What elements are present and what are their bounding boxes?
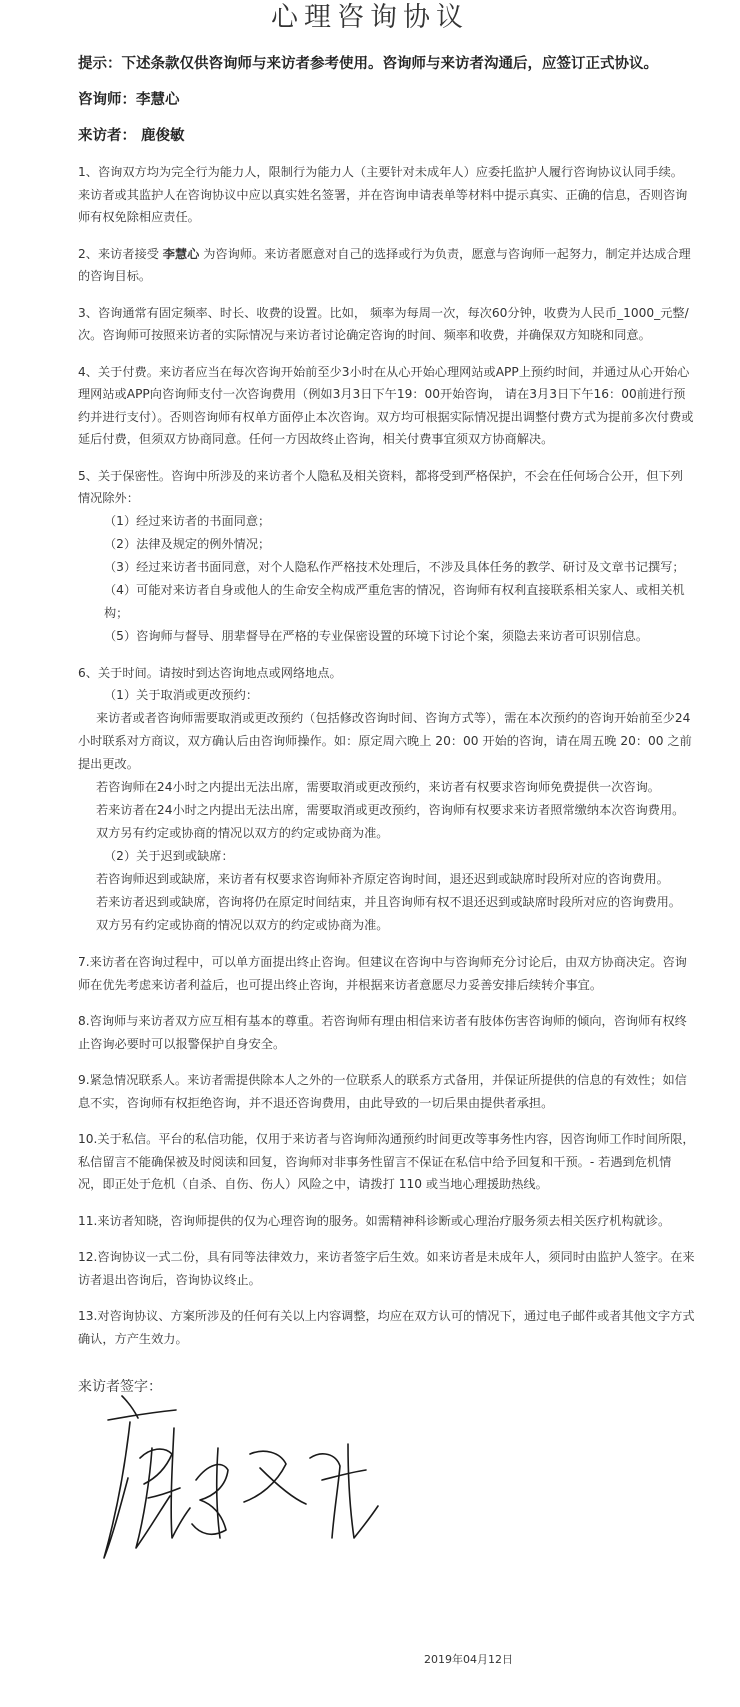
clause-6-sub-1-para-3: 若来访者在24小时之内提出无法出席，需要取消或更改预约，咨询师有权要求来访者照常缴纳本次咨询费用。 <box>96 803 685 817</box>
clause-6-sub-1-para-4: 双方另有约定或协商的情况以双方的约定或协商为准。 <box>96 826 389 840</box>
clause-10: 10.关于私信。平台的私信功能，仅用于来访者与咨询师沟通预约时间更改等事务性内容，因咨询师工作时间所限，私信留言不能确保被及时阅读和回复，咨询师对非事务性留言不保证在私信中给予回复和干预。- 若遇到危机情况，即正处于危机（自杀、自伤、伤人）风险之中，请拨打 110 或当地心理援助热线。 <box>78 1132 695 1191</box>
page-title: 心理咨询协议 <box>271 2 469 33</box>
signature-label: 来访者签字： <box>78 1379 162 1395</box>
clause-2-counselor-name: 李慧心 <box>162 246 200 261</box>
clause-6-sub-1: （1）关于取消或更改预约： <box>104 688 259 702</box>
clause-11: 11.来访者知晓，咨询师提供的仅为心理咨询的服务。如需精神科诊断或心理治疗服务须去相关医疗机构就诊。 <box>78 1213 671 1228</box>
client-line: 来访者： 鹿俊敏 <box>78 128 185 144</box>
signature-date: 2019年04月12日 <box>424 1653 513 1666</box>
clause-6-sub-2-para-2: 若来访者迟到或缺席，咨询将仍在原定时间结束，并且咨询师有权不退还迟到或缺席时段所对应的咨询费用。 <box>96 895 681 909</box>
clause-6-sub-2-para-1: 若咨询师迟到或缺席，来访者有权要求咨询师补齐原定咨询时间，退还迟到或缺席时段所对应的咨询费用。 <box>96 872 669 886</box>
clause-6-sub-2: （2）关于迟到或缺席： <box>104 849 234 863</box>
clause-5-item-3: （3）经过来访者书面同意，对个人隐私作严格技术处理后，不涉及具体任务的教学、研讨及文章书记撰写； <box>104 559 685 574</box>
clause-6-sub-1-para-1: 来访者或者咨询师需要取消或更改预约（包括修改咨询时间、咨询方式等），需在本次预约的咨询开始前至少24小时联系对方商议，双方确认后由咨询师操作。如：原定周六晚上 20：00 开始的咨询，请在周五晚 20：00 之前提出更改。 <box>78 711 692 771</box>
clause-2 <box>78 243 695 288</box>
clause-7: 7.来访者在咨询过程中，可以单方面提出终止咨询。但建议在咨询中与咨询师充分讨论后，由双方协商决定。咨询师在优先考虑来访者利益后，也可提出终止咨询，并根据来访者意愿尽力妥善安排后续转介事宜。 <box>78 955 687 992</box>
clause-1: 1、咨询双方均为完全行为能力人，限制行为能力人（主要针对未成年人）应委托监护人履行咨询协议认同手续。来访者或其监护人在咨询协议中应以真实姓名签署，并在咨询申请表单等材料中提示真实、正确的信息，否则咨询师有权免除相应责任。 <box>78 165 688 224</box>
clause-2-pre: 2、来访者接受 <box>78 246 163 261</box>
clause-8: 8.咨询师与来访者双方应互相有基本的尊重。若咨询师有理由相信来访者有肢体伤害咨询师的倾向，咨询师有权终止咨询必要时可以报警保护自身安全。 <box>78 1014 687 1051</box>
clause-5-item-2: （2）法律及规定的例外情况； <box>104 536 271 551</box>
clause-9: 9.紧急情况联系人。来访者需提供除本人之外的一位联系人的联系方式备用，并保证所提供的信息的有效性；如信息不实，咨询师有权拒绝咨询，并不退还咨询费用，由此导致的一切后果由提供者承担。 <box>78 1073 687 1110</box>
clause-5: 5、关于保密性。咨询中所涉及的来访者个人隐私及相关资料，都将受到严格保护，不会在任何场合公开，但下列情况除外： <box>78 468 683 505</box>
clause-4: 4、关于付费。来访者应当在每次咨询开始前至少3小时在从心开始心理网站或APP上预约时间，并通过从心开始心理网站或APP向咨询师支付一次咨询费用（例如3月3日下午19：00开始咨询， 请在3月3日下午16：00前进行预约并进行支付）。否则咨询师有权单方面停止本次咨询。双方均可根据实际情况提出调整付费方式为提前多次付费或延后付费，但须双方协商同意。任何一方因故终止咨询，相关付费事宜须双方协商解决。 <box>78 364 694 446</box>
clause-6: 6、关于时间。请按时到达咨询地点或网络地点。 <box>78 665 342 680</box>
counselor-line: 咨询师：李慧心 <box>78 92 180 108</box>
handwritten-signature <box>100 1388 400 1608</box>
clause-5-item-1: （1）经过来访者的书面同意； <box>104 513 271 528</box>
clause-5-item-4: （4）可能对来访者自身或他人的生命安全构成严重危害的情况，咨询师有权利直接联系相关家人、或相关机构； <box>104 582 685 620</box>
clause-2-post: 为咨询师。来访者愿意对自己的选择或行为负责，愿意与咨询师一起努力，制定并达成合理的咨询目标。 <box>78 246 691 283</box>
clause-6-sub-2-para-3: 双方另有约定或协商的情况以双方的约定或协商为准。 <box>96 918 389 932</box>
notice-text: 提示：下述条款仅供咨询师与来访者参考使用。咨询师与来访者沟通后，应签订正式协议。 <box>78 56 658 72</box>
clause-6-sub-1-para-2: 若咨询师在24小时之内提出无法出席，需要取消或更改预约，来访者有权要求咨询师免费提供一次咨询。 <box>96 780 660 794</box>
clause-12: 12.咨询协议一式二份，具有同等法律效力，来访者签字后生效。如来访者是未成年人，须同时由监护人签字。在来访者退出咨询后，咨询协议终止。 <box>78 1250 695 1287</box>
clause-3: 3、咨询通常有固定频率、时长、收费的设置。比如， 频率为每周一次，每次60分钟，收费为人民币_1000_元整/次。咨询师可按照来访者的实际情况与来访者讨论确定咨询的时间、频率和收费，并确保双方知晓和同意。 <box>78 305 689 342</box>
clause-5-item-5: （5）咨询师与督导、朋辈督导在严格的专业保密设置的环境下讨论个案，须隐去来访者可识别信息。 <box>104 628 649 643</box>
clause-13: 13.对咨询协议、方案所涉及的任何有关以上内容调整，均应在双方认可的情况下，通过电子邮件或者其他文字方式确认，方产生效力。 <box>78 1309 695 1346</box>
